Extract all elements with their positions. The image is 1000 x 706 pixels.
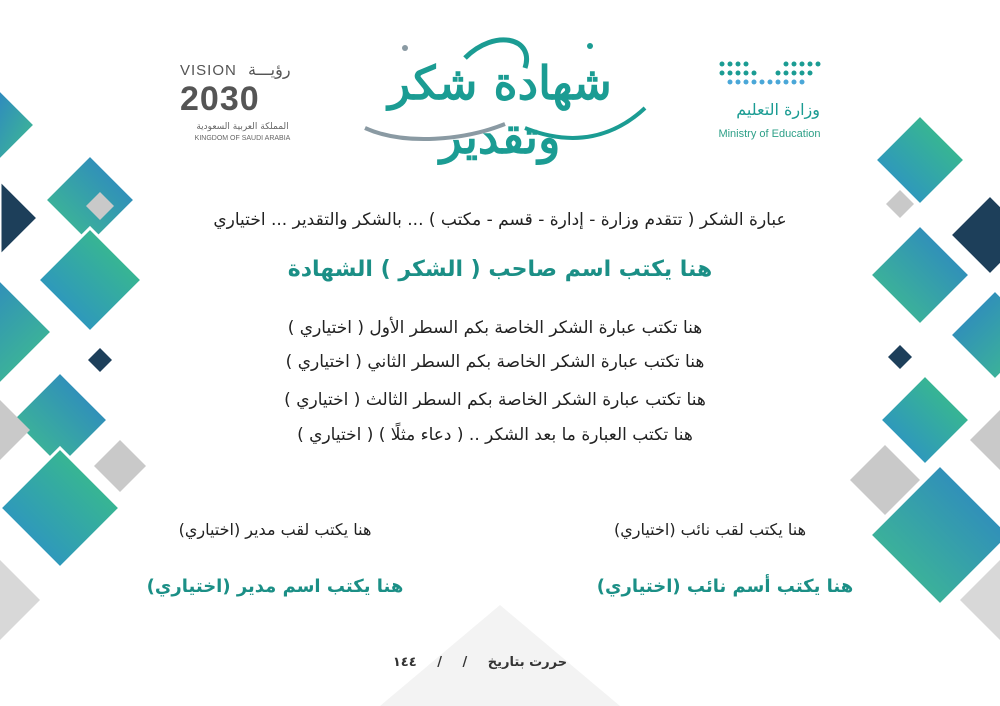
date-slash-2: / <box>437 655 442 670</box>
thanks-line-2: هنا تكتب عبارة الشكر الخاصة بكم السطر الثاني ( اختياري ) <box>285 352 705 372</box>
certificate-title: شهادة شكر وتقدير <box>388 56 612 164</box>
vision-year: 2030 <box>180 80 260 118</box>
thanks-line-3: هنا تكتب عبارة الشكر الخاصة بكم السطر الثالث ( اختياري ) <box>284 390 706 410</box>
vision-arabic: رؤيـــة <box>248 60 291 79</box>
thanks-intro: عبارة الشكر ( تتقدم وزارة - إدارة - قسم - مكتب ) ... بالشكر والتقدير ... اختياري <box>213 210 787 230</box>
vision-word: VISION <box>180 62 237 79</box>
ministry-english: Ministry of Education <box>718 128 821 140</box>
date-label: حررت بتاريخ <box>487 655 568 670</box>
date-slash-1: / <box>462 655 468 670</box>
deputy-title: هنا يكتب لقب نائب (اختياري) <box>613 520 807 539</box>
kingdom-english: KINGDOM OF SAUDI ARABIA <box>194 135 291 142</box>
certificate-title-calligraphy <box>345 28 655 164</box>
vision-2030-logo <box>180 62 305 147</box>
date-year: ١٤٤ <box>392 655 417 670</box>
ministry-arabic: وزارة التعليم <box>736 100 820 119</box>
right-diamonds <box>850 115 1000 640</box>
manager-name: هنا يكتب اسم مدير (اختياري) <box>146 576 404 597</box>
date-row <box>360 655 600 670</box>
manager-title: هنا يكتب لقب مدير (اختياري) <box>178 520 372 539</box>
deputy-name: هنا يكتب أسم نائب (اختياري) <box>596 576 854 597</box>
thanks-line-4: هنا تكتب العبارة ما بعد الشكر .. ( دعاء مثلًا ) ( اختياري ) <box>297 425 693 445</box>
moe-dots-icon <box>716 58 824 92</box>
ministry-of-education-logo <box>712 58 827 148</box>
recipient-name: هنا يكتب اسم صاحب ( الشكر ) الشهادة <box>287 257 713 282</box>
left-diamonds <box>0 80 146 640</box>
kingdom-arabic: المملكة العربية السعودية <box>196 122 289 132</box>
thanks-line-1: هنا تكتب عبارة الشكر الخاصة بكم السطر الأول ( اختياري ) <box>287 318 703 338</box>
